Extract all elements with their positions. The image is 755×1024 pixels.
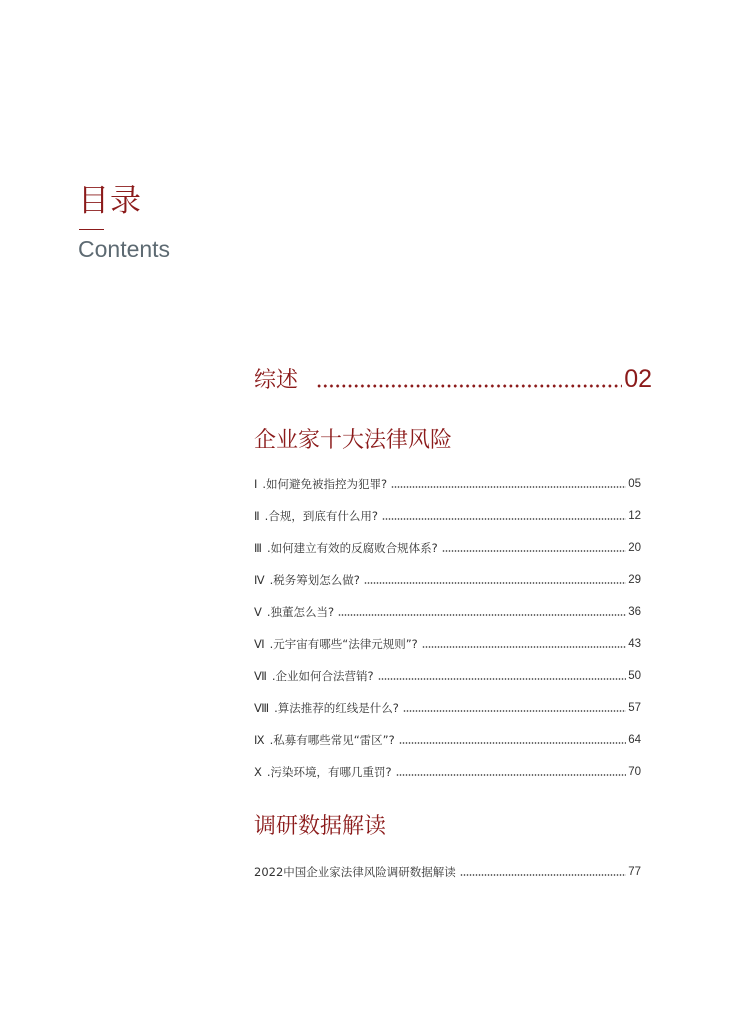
section-heading-survey: 调研数据解读 (254, 814, 387, 839)
toc-entry-title: .合规，到底有什么用? (264, 509, 378, 523)
toc-entry-title: .私募有哪些常见“雷区”? (269, 733, 395, 747)
toc-entry[interactable] (254, 692, 641, 724)
toc-entry-page: 57 (628, 702, 641, 714)
toc-list-legal-risks (254, 468, 641, 788)
dot-leader (378, 677, 627, 681)
toc-entry-title: .独董怎么当? (266, 605, 335, 619)
toc-entry-summary-page: 02 (624, 365, 652, 393)
dot-leader (382, 517, 626, 521)
toc-entry-page: 12 (628, 510, 641, 522)
toc-entry-number: Ⅸ (254, 735, 265, 747)
dot-leader (316, 384, 622, 388)
toc-entry-summary-label: 综述 (254, 368, 299, 393)
toc-entry-number: Ⅵ (254, 639, 265, 651)
toc-entry[interactable] (254, 468, 641, 500)
dot-leader (422, 645, 626, 649)
page-title: 目录 (78, 183, 142, 219)
toc-entry-page: 50 (628, 670, 641, 682)
dot-leader (403, 709, 626, 713)
toc-entry[interactable] (254, 628, 641, 660)
page-subtitle: Contents (78, 236, 171, 262)
toc-entry[interactable] (254, 756, 641, 788)
toc-entry-number: Ⅳ (254, 575, 265, 587)
toc-entry-page: 29 (628, 574, 641, 586)
toc-entry[interactable] (254, 500, 641, 532)
toc-entry-title: .企业如何合法营销? (271, 669, 374, 683)
toc-entry[interactable] (254, 532, 641, 564)
toc-entry-title: .如何建立有效的反腐败合规体系? (266, 541, 438, 555)
toc-entry[interactable] (254, 724, 641, 756)
dot-leader (460, 873, 626, 877)
toc-entry[interactable] (254, 564, 641, 596)
dot-leader (396, 773, 627, 777)
dot-leader (391, 485, 626, 489)
dot-leader (399, 741, 626, 745)
toc-entry-title: .税务筹划怎么做? (269, 573, 360, 587)
toc-entry-page: 36 (628, 606, 641, 618)
section-heading-legal-risks: 企业家十大法律风险 (254, 428, 453, 453)
toc-entry-page: 43 (628, 638, 641, 650)
title-divider (79, 229, 104, 230)
toc-entry-title: .污染环境，有哪几重罚? (266, 765, 392, 779)
toc-entry-page: 77 (628, 866, 641, 878)
toc-entry-page: 64 (628, 734, 641, 746)
toc-entry-survey[interactable] (254, 856, 641, 888)
toc-entry-title: .如何避免被指控为犯罪? (262, 477, 388, 491)
toc-entry-title: 2022中国企业家法律风险调研数据解读 (254, 865, 456, 879)
toc-entry-page: 20 (628, 542, 641, 554)
toc-entry-number: Ⅴ (254, 607, 262, 619)
toc-entry-number: Ⅱ (254, 511, 260, 523)
toc-entry-number: Ⅷ (254, 703, 270, 715)
toc-entry-page: 05 (628, 478, 641, 490)
toc-entry-page: 70 (628, 766, 641, 778)
toc-entry-number: Ⅹ (254, 767, 262, 779)
toc-entry-title: .算法推荐的红线是什么? (274, 701, 399, 715)
dot-leader (442, 549, 627, 553)
toc-entry[interactable] (254, 596, 641, 628)
dot-leader (364, 581, 626, 585)
toc-entry[interactable] (254, 660, 641, 692)
toc-entry-summary[interactable] (254, 362, 652, 392)
toc-entry-number: Ⅶ (254, 671, 267, 683)
toc-entry-title: .元宇宙有哪些“法律元规则”? (269, 637, 418, 651)
dot-leader (338, 613, 626, 617)
toc-entry-number: Ⅰ (254, 479, 258, 491)
toc-entry-number: Ⅲ (254, 543, 262, 555)
